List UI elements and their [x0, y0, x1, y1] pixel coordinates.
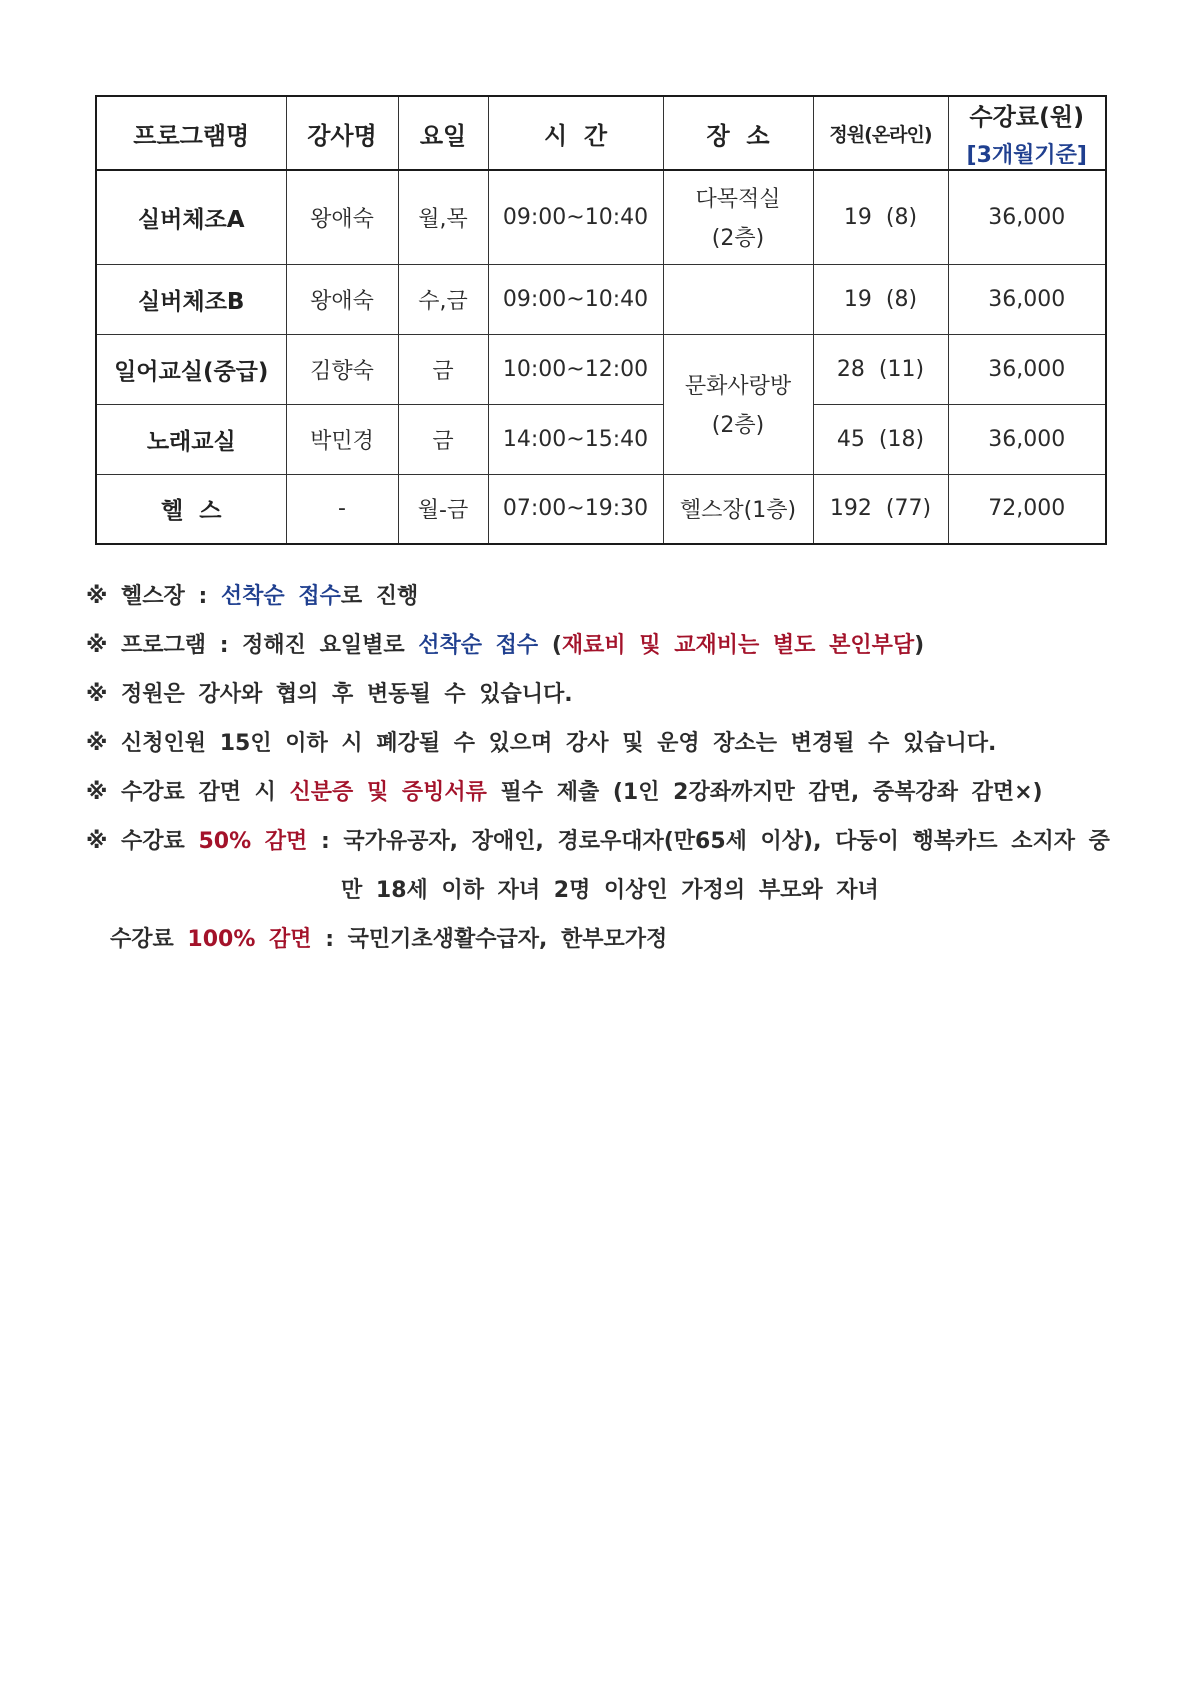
cell-capacity: 19 (8)	[813, 264, 948, 334]
cell-capacity: 28 (11)	[813, 334, 948, 404]
place-name: 문화사랑방	[684, 374, 792, 399]
table-header-row	[96, 96, 1106, 170]
note-text: 로 진행	[340, 584, 419, 609]
note-text: 수강료	[110, 927, 188, 952]
note-text: ※ 헬스장 :	[86, 584, 221, 609]
note-discount-50	[86, 825, 1110, 874]
cell-time: 14:00~15:40	[488, 404, 663, 474]
cell-program: 헬 스	[96, 474, 286, 544]
note-highlight-blue: 선착순 접수	[220, 584, 341, 609]
header-time: 시 간	[488, 96, 663, 170]
table-row	[96, 404, 1106, 474]
table-row	[96, 170, 1106, 264]
notes-section	[86, 580, 1110, 972]
cell-program: 일어교실(중급)	[96, 334, 286, 404]
cell-program: 실버체조A	[96, 170, 286, 264]
cell-program: 노래교실	[96, 404, 286, 474]
cell-place	[663, 334, 813, 474]
cell-fee: 36,000	[948, 404, 1106, 474]
note-text: (	[538, 633, 562, 658]
cell-time: 09:00~10:40	[488, 264, 663, 334]
note-highlight-red: 신분증 및 증빙서류	[289, 780, 487, 805]
place-name: 다목적실	[695, 187, 781, 213]
cell-days: 월,목	[398, 170, 488, 264]
note-text: ※ 수강료	[86, 829, 199, 854]
note-text: : 국민기초생활수급자, 한부모가정	[311, 927, 668, 952]
cell-capacity: 45 (18)	[813, 404, 948, 474]
header-capacity: 정원(온라인)	[813, 96, 948, 170]
cell-days: 수,금	[398, 264, 488, 334]
cell-time: 10:00~12:00	[488, 334, 663, 404]
cell-instructor: 김향숙	[286, 334, 398, 404]
note-text: ※ 수강료 감면 시	[86, 780, 290, 805]
cell-fee: 72,000	[948, 474, 1106, 544]
cell-days: 금	[398, 404, 488, 474]
cell-instructor: 왕애숙	[286, 170, 398, 264]
table-row	[96, 474, 1106, 544]
note-highlight-red: 50% 감면	[198, 829, 308, 854]
cell-instructor: 박민경	[286, 404, 398, 474]
header-program: 프로그램명	[96, 96, 286, 170]
note-highlight-blue: 선착순 접수	[418, 633, 539, 658]
note-text: 필수 제출 (1인 2강좌까지만 감면, 중복강좌 감면×)	[486, 780, 1043, 805]
note-cancellation	[86, 727, 1106, 776]
note-text: 만 18세 이하 자녀 2명 이상인 가정의 부모와 자녀	[341, 878, 879, 903]
cell-time: 09:00~10:40	[488, 170, 663, 264]
note-discount-docs	[86, 776, 1106, 825]
cell-place-empty	[663, 264, 813, 334]
header-instructor: 강사명	[286, 96, 398, 170]
note-text: ※ 신청인원 15인 이하 시 폐강될 수 있으며 강사 및 운영 장소는 변경될 수 있습니다.	[86, 731, 997, 756]
cell-instructor: 왕애숙	[286, 264, 398, 334]
note-program	[86, 629, 1106, 678]
table-row	[96, 264, 1106, 334]
header-place: 장 소	[663, 96, 813, 170]
header-fee-basis: [3개월기준]	[966, 143, 1087, 168]
note-capacity	[86, 678, 1106, 727]
cell-capacity: 192 (77)	[813, 474, 948, 544]
cell-place: 헬스장(1층)	[663, 474, 813, 544]
cell-days: 금	[398, 334, 488, 404]
cell-days: 월-금	[398, 474, 488, 544]
cell-fee: 36,000	[948, 170, 1106, 264]
cell-capacity: 19 (8)	[813, 170, 948, 264]
program-schedule-table	[95, 95, 1107, 545]
cell-fee: 36,000	[948, 334, 1106, 404]
cell-fee: 36,000	[948, 264, 1106, 334]
table-row	[96, 334, 1106, 404]
cell-time: 07:00~19:30	[488, 474, 663, 544]
note-discount-100	[86, 923, 1106, 972]
place-floor: (2층)	[711, 226, 765, 252]
note-highlight-red: 100% 감면	[187, 927, 312, 952]
note-text: ※ 프로그램 : 정해진 요일별로	[86, 633, 419, 658]
note-text: : 국가유공자, 장애인, 경로우대자(만65세 이상), 다둥이 행복카드 소지자 중	[307, 829, 1110, 854]
note-highlight-red: 재료비 및 교재비는 별도 본인부담	[561, 633, 915, 658]
note-discount-50-continued	[86, 874, 1106, 923]
cell-program: 실버체조B	[96, 264, 286, 334]
cell-place	[663, 170, 813, 264]
cell-instructor: -	[286, 474, 398, 544]
place-floor: (2층)	[711, 413, 765, 438]
note-text: )	[914, 633, 925, 658]
header-fee	[948, 96, 1106, 170]
note-text: ※ 정원은 강사와 협의 후 변동될 수 있습니다.	[86, 682, 573, 707]
header-days: 요일	[398, 96, 488, 170]
note-fitness	[86, 580, 1106, 629]
header-fee-title: 수강료(원)	[969, 103, 1085, 131]
